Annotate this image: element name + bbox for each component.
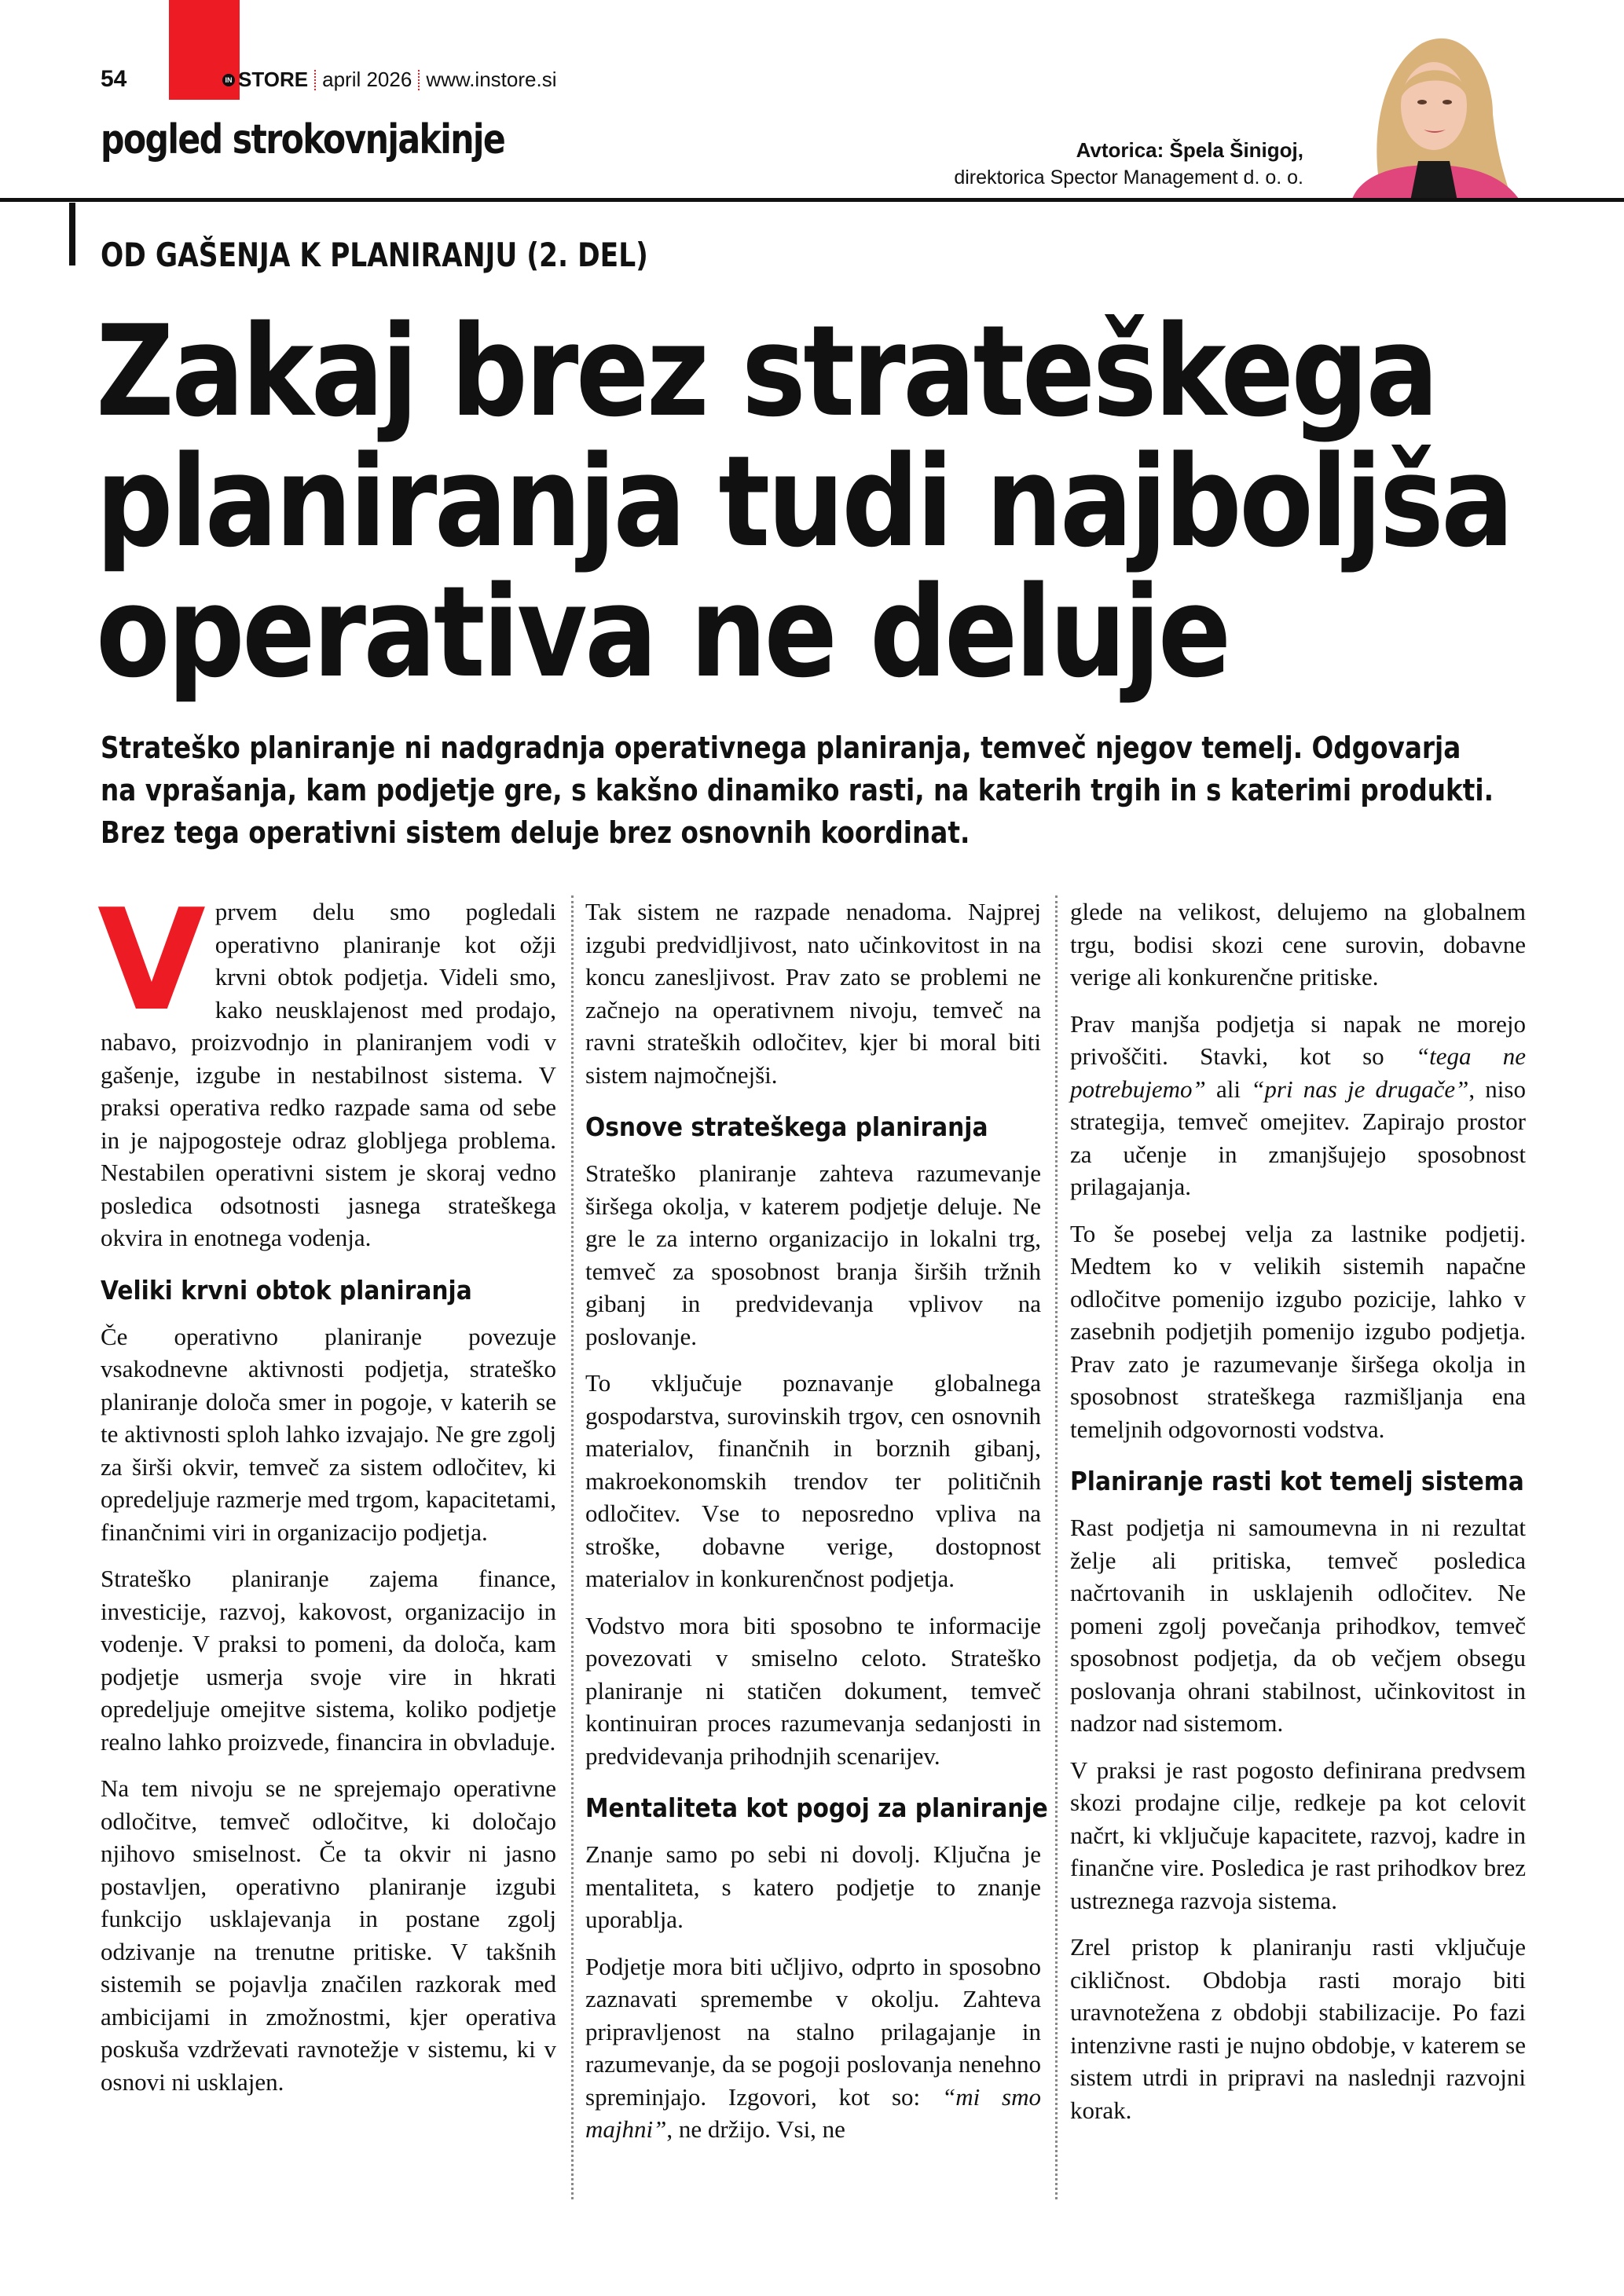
subheading: Mentaliteta kot pogoj za planiranje — [585, 1792, 1048, 1823]
body-paragraph — [585, 1950, 1041, 2146]
column-2 — [585, 895, 1048, 2160]
article-lead — [101, 727, 1546, 854]
body-paragraph: Tak sistem ne razpade nenadoma. Najprej izgubi predvidljivost, nato učinkovitost in na koncu zanesljivost. Prav zato se problemi ne začnejo na operativnem nivoju, temveč na ravni strateških odločitev, kjer bi moral biti sistem najmočnejši. — [585, 898, 1041, 1089]
author-photo — [1336, 20, 1528, 201]
body-paragraph — [97, 879, 556, 1254]
body-paragraph: To še posebej velja za lastnike podjetij. Medtem ko v velikih sistemih napačne odločitve pomenijo izgubo pozicije, lahko v zasebnih podjetjih pomenijo izgubo podjetja. Prav zato je razumevanje širšega okolja in sposobnost strateškega razmišljanja ena temeljnih odgovornosti vodstva. — [1070, 1219, 1526, 1443]
paragraph-text: Podjetje mora biti učljivo, odprto in sposobno zaznavati spremembe v okolju. Zahteva pripravljenost na stalno prilagajanje in razumevanje, da se pogoji poslovanja nenehno spreminjajo. Izgovori, kot so: — [585, 1952, 1041, 2111]
body-paragraph: Strateško planiranje zahteva razumevanje širšega okolja, v katerem podjetje deluje. Ne gre le za interno organizacijo in lokalni trg, temveč za sposobnost branja širših tržnih gibanj in predvidevanja vplivov na poslovanje. — [585, 1159, 1041, 1350]
instore-logo — [222, 68, 308, 92]
page-number: 54 — [101, 66, 127, 92]
body-paragraph — [1070, 1008, 1526, 1203]
logo-store-text: STORE — [238, 68, 309, 91]
column-divider — [1055, 895, 1058, 2199]
masthead — [222, 68, 556, 92]
body-paragraph: Znanje samo po sebi ni dovolj. Ključna je mentaliteta, s katero podjetje to znanje uporablja. — [585, 1840, 1041, 1933]
headline-line: planiranja tudi najboljša — [96, 428, 1512, 575]
quote: “tega ne potrebujemo” — [1070, 1042, 1527, 1103]
quote: “pri nas je drugače” — [1251, 1075, 1469, 1103]
subheading: Veliki krvni obtok planiranja — [101, 1274, 472, 1305]
logo-in-badge: IN — [222, 74, 235, 86]
issue-date: april 2026 — [322, 68, 412, 91]
subheading: Osnove strateškega planiranja — [585, 1111, 988, 1142]
body-paragraph: Na tem nivoju se ne sprejemajo operativne odločitve, temveč odločitve, ki določajo njihovo smiselnost. Če ta okvir ni jasno postavljen, operativno planiranje izgubi funkcijo usklajevanja in postane zgolj odzivanje na trenutne pritiske. V takšnih sistemih se pojavlja značilen razkorak med ambicijami in zmožnostmi, kjer operativa poskuša vzdrževati ravnotežje v sistemu, ki v osnovi ni usklajen. — [101, 1774, 556, 2096]
headline-line: operativa ne deluje — [96, 558, 1229, 705]
body-paragraph: Rast podjetja ni samoumevna in ni rezultat želje ali pritiska, temveč posledica načrtovanih in usklajenih odločitev. Ne pomeni zgolj povečanja prihodkov, temveč sposobnost podjetja, da ob večjem obsegu poslovanja ohrani stabilnost, učinkovitost in nadzor nad sistemom. — [1070, 1514, 1526, 1737]
lead-line: Strateško planiranje ni nadgradnja operativnega planiranja, temveč njegov temelj. Odgovarja — [101, 731, 1461, 765]
kicker-bar — [69, 203, 75, 265]
lead-line: Brez tega operativni sistem deluje brez osnovnih koordinat. — [101, 815, 970, 850]
body-paragraph: Strateško planiranje zajema finance, investicije, razvoj, kakovost, organizacijo in vodenje. V praksi to pomeni, da določa, kam podjetje usmerja svoje vire in hkrati opredeljuje omejitve sistema, koliko podjetje realno lahko proizvede, financira in obvladuje. — [101, 1565, 556, 1756]
header-rule — [0, 198, 1624, 202]
quote: “mi smo majhni” — [585, 2082, 1041, 2143]
body-paragraph: V praksi je rast pogosto definirana predvsem skozi prodajne cilje, redkeje pa kot celovit načrt, ki vključuje kapacitete, razvoj, kadre in finančne vire. Posledica je rast prihodkov brez ustreznega razvoja sistema. — [1070, 1756, 1526, 1914]
paragraph-text: ali — [1205, 1075, 1252, 1103]
lead-line: na vprašanja, kam podjetje gre, s kakšno dinamiko rasti, na katerih trgih in s katerimi produkti. — [101, 773, 1494, 807]
separator — [418, 70, 420, 90]
author-name: Avtorica: Špela Šinigoj, — [1076, 138, 1303, 162]
article-kicker: OD GAŠENJA K PLANIRANJU (2. DEL) — [101, 236, 648, 274]
paragraph-text: , niso strategija, temveč omejitev. Zapirajo prostor za učenje in zmanjšujejo sposobnost prilagajanja. — [1070, 1075, 1526, 1200]
body-paragraph: Vodstvo mora biti sposobno te informacije povezovati v smiselno celoto. Strateško planiranje ni statičen dokument, temveč kontinuiran proces razumevanja sedanjosti in predvidevanja prihodnjih scenarijev. — [585, 1611, 1041, 1770]
drop-cap: V — [97, 879, 206, 1042]
column-3 — [1070, 895, 1526, 2140]
body-paragraph: To vključuje poznavanje globalnega gospodarstva, surovinskih trgov, cen osnovnih materialov, finančnih in borznih gibanj, makroekonomskih trendov ter političnih odločitev. Vse to neposredno vpliva na stroške, dobavne verige, dostopnost materialov in konkurenčnost podjetja. — [585, 1369, 1041, 1592]
paragraph-text: prvem delu smo pogledali operativno planiranje kot ožji krvni obtok podjetja. Videli smo, kako neusklajenost med prodajo, nabavo, proizvodnjo in planiranjem vodi v gašenje, izgube in nestabilnost sistema. V praksi operativa redko razpade sama od sebe in je najpogosteje odraz globljega problema. Nestabilen operativni sistem je skoraj vedno posledica odsotnosti jasnega strateškega okvira in enotnega vodenja. — [101, 898, 556, 1251]
body-paragraph: glede na velikost, delujemo na globalnem trgu, bodisi skozi cene surovin, dobavne verige ali konkurenčne pritiske. — [1070, 898, 1526, 991]
body-paragraph: Zrel pristop k planiranju rasti vključuje cikličnost. Obdobja rasti morajo biti uravnotežena z obdobji stabilizacije. Po fazi intenzivne rasti je nujno obdobje, v katerem se sistem utrdi in pripravi na naslednji razvojni korak. — [1070, 1933, 1526, 2124]
body-paragraph: Če operativno planiranje povezuje vsakodnevne aktivnosti podjetja, strateško planiranje določa smer in pogoje, v katerih se te aktivnosti sploh lahko izvajajo. Ne gre zgolj za širši okvir, temveč za sistem odločitev, ki opredeljuje razmerje med trgom, kapacitetami, finančnimi viri in organizacijo podjetja. — [101, 1322, 556, 1546]
author-role: direktorica Spector Management d. o. o. — [954, 167, 1303, 189]
article-headline — [96, 298, 1512, 705]
separator — [314, 70, 316, 90]
subheading: Planiranje rasti kot temelj sistema — [1070, 1466, 1524, 1496]
column-1 — [97, 879, 556, 2112]
paragraph-text: Prav manjša podjetja si napak ne morejo privoščiti. Stavki, kot so — [1070, 1009, 1526, 1070]
headline-line: Zakaj brez strateškega — [96, 298, 1436, 445]
website-url[interactable]: www.instore.si — [426, 68, 557, 91]
column-divider — [571, 895, 574, 2199]
section-title: pogled strokovnjakinje — [101, 116, 505, 163]
paragraph-text: , ne držijo. Vsi, ne — [666, 2115, 845, 2143]
